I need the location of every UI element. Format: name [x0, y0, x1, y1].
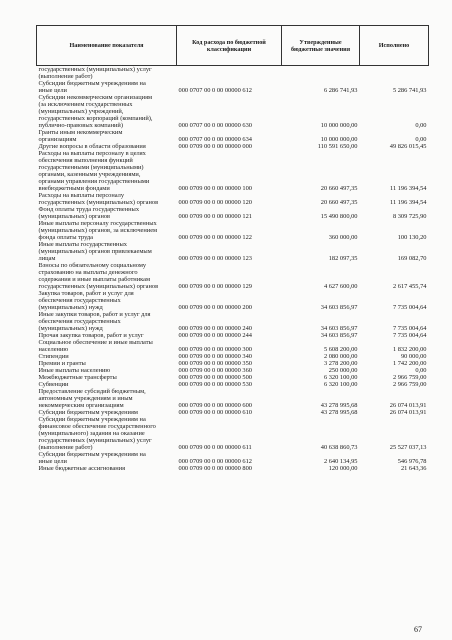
- row-name: государственных (муниципальных) услуг (выполнение работ): [38, 66, 152, 80]
- row-name: Иные выплаты персоналу государственных (муниципальных) органов, за исключением фонда оплаты труда: [38, 220, 158, 241]
- row-name: Прочая закупка товаров, работ и услуг: [38, 332, 144, 339]
- row-approved: 182 097,35: [328, 255, 358, 262]
- row-approved: 360 000,00: [328, 234, 358, 241]
- row-executed: 25 527 037,13: [389, 444, 427, 451]
- row-code: 000 0707 00 0 00 00000 612: [178, 87, 252, 94]
- row-code: 000 0709 00 0 00 00000 360: [178, 367, 252, 374]
- page-number: 67: [414, 625, 422, 634]
- table-body: [37, 66, 429, 473]
- row-executed: 21 643,36: [400, 465, 427, 472]
- table-row: [37, 332, 429, 339]
- row-approved: 34 603 856,97: [320, 325, 358, 332]
- row-name: Субсидии бюджетным учреждениям на иные цели: [38, 80, 146, 94]
- row-code: 000 0707 00 0 00 00000 634: [178, 136, 252, 143]
- row-approved: 3 278 200,00: [323, 360, 358, 367]
- row-executed: 49 826 015,45: [389, 143, 427, 150]
- row-code: 000 0709 00 0 00 00000 121: [178, 213, 252, 220]
- table-row: [37, 311, 429, 332]
- row-name: Премии и гранты: [38, 360, 86, 367]
- row-approved: [282, 66, 360, 81]
- row-executed: 11 196 394,54: [389, 185, 427, 192]
- row-approved: 6 320 100,00: [323, 374, 358, 381]
- row-approved: 15 490 800,00: [320, 213, 358, 220]
- row-approved: 40 638 860,73: [320, 444, 358, 451]
- row-approved: 4 627 600,00: [323, 283, 358, 290]
- table-row: [37, 66, 429, 81]
- row-name: Стипендии: [38, 353, 69, 360]
- row-name: Межбюджетные трансферты: [38, 374, 117, 381]
- row-executed: [360, 66, 429, 81]
- row-name: Предоставление субсидий бюджетным, автономным учреждениям и иным некоммерческим организациям: [38, 388, 146, 409]
- row-executed: 0,00: [415, 136, 427, 143]
- table-row: [37, 367, 429, 374]
- row-name: Субсидии бюджетным учреждениям на иные цели: [38, 451, 146, 465]
- table-row: [37, 94, 429, 129]
- row-code: 000 0709 00 0 00 00000 129: [178, 283, 252, 290]
- row-executed: 8 309 725,90: [392, 213, 427, 220]
- header-executed: Исполнено: [360, 26, 429, 66]
- table-row: [37, 206, 429, 220]
- row-approved: 34 603 856,97: [320, 304, 358, 311]
- row-code: 000 0709 00 0 00 00000 244: [178, 332, 252, 339]
- row-approved: 2 080 000,00: [323, 353, 358, 360]
- table-row: [37, 241, 429, 262]
- table-row: [37, 80, 429, 94]
- table-row: [37, 290, 429, 311]
- row-code: 000 0709 00 0 00 00000 200: [178, 304, 252, 311]
- row-code: [177, 66, 282, 81]
- row-name: Взносы по обязательному социальному страхованию на выплаты денежного содержания и иные выплаты работникам государственных (муниципальных) органов: [38, 262, 159, 290]
- row-code: 000 0709 00 0 00 00000 123: [178, 255, 252, 262]
- row-name: Иные выплаты населению: [38, 367, 111, 374]
- row-code: 000 0709 00 0 00 00000 800: [178, 465, 252, 472]
- row-name: Другие вопросы в области образования: [38, 143, 146, 150]
- table-row: [37, 353, 429, 360]
- table-row: [37, 388, 429, 409]
- budget-report-page: [36, 25, 428, 472]
- table-row: [37, 262, 429, 290]
- row-executed: 26 074 013,91: [389, 402, 427, 409]
- row-name: Иные закупки товаров, работ и услуг для обеспечения государственных (муниципальных) нужд: [38, 311, 151, 332]
- row-code: 000 0709 00 0 00 00000 000: [178, 143, 252, 150]
- row-approved: 34 603 856,97: [320, 332, 358, 339]
- row-executed: 546 976,78: [397, 458, 427, 465]
- header-name: Наименование показателя: [37, 26, 177, 66]
- row-name: Субсидии бюджетным учреждениям на финансовое обеспечение государственного (муниципального) задания на оказание государственных (муниципальных) услуг (выполнение работ): [38, 416, 156, 451]
- table-row: [37, 339, 429, 353]
- row-executed: 0,00: [415, 122, 427, 129]
- row-executed: 0,00: [415, 367, 427, 374]
- row-executed: 26 074 013,91: [389, 409, 427, 416]
- row-name: Субсидии бюджетным учреждениям: [38, 409, 138, 416]
- row-code: 000 0709 00 0 00 00000 300: [178, 346, 252, 353]
- row-name: Субвенции: [38, 381, 69, 388]
- row-name: Иные выплаты государственных (муниципальных) органов привлекаемым лицам: [38, 241, 152, 262]
- row-executed: 2 966 759,00: [392, 374, 427, 381]
- row-code: 000 0709 00 0 00 00000 612: [178, 458, 252, 465]
- row-executed: 2 617 455,74: [392, 283, 427, 290]
- table-row: [37, 150, 429, 192]
- row-name: Закупка товаров, работ и услуг для обеспечения государственных (муниципальных) нужд: [38, 290, 134, 311]
- row-code: 000 0709 00 0 00 00000 611: [178, 444, 252, 451]
- row-approved: 10 000 000,00: [320, 136, 358, 143]
- row-code: 000 0709 00 0 00 00000 610: [178, 409, 252, 416]
- table-row: [37, 416, 429, 451]
- row-executed: 2 966 759,00: [392, 381, 427, 388]
- row-name: Гранты иным некоммерческим организациям: [38, 129, 123, 143]
- row-executed: 1 832 200,00: [392, 346, 427, 353]
- row-approved: 43 278 995,68: [320, 402, 358, 409]
- row-executed: 90 000,00: [400, 353, 427, 360]
- row-code: 000 0709 00 0 00 00000 340: [178, 353, 252, 360]
- row-approved: 20 660 497,35: [320, 199, 358, 206]
- row-approved: 5 608 200,00: [323, 346, 358, 353]
- table-row: [37, 143, 429, 150]
- row-name: Расходы на выплаты персоналу в целях обеспечения выполнения функций государственными (муниципальными) органами, казенными учреждениями, органами управления государственными внебюджетными фондами: [38, 150, 150, 192]
- row-name: Фонд оплаты труда государственных (муниципальных) органов: [38, 206, 140, 220]
- row-approved: 110 591 650,00: [317, 143, 358, 150]
- header-approved: Утвержденные бюджетные значения: [282, 26, 360, 66]
- row-code: 000 0709 00 0 00 00000 600: [178, 402, 252, 409]
- row-executed: 7 735 004,64: [392, 332, 427, 339]
- row-approved: 43 278 995,68: [320, 409, 358, 416]
- row-approved: 2 640 134,95: [323, 458, 358, 465]
- table-row: [37, 409, 429, 416]
- table-row: [37, 192, 429, 206]
- row-executed: 5 286 741,93: [392, 87, 427, 94]
- row-executed: 100 130,20: [397, 234, 427, 241]
- row-name: Иные бюджетные ассигнования: [38, 465, 126, 472]
- table-row: [37, 360, 429, 367]
- table-row: [37, 129, 429, 143]
- row-code: 000 0709 00 0 00 00000 122: [178, 234, 252, 241]
- row-executed: 169 082,70: [397, 255, 427, 262]
- table-row: [37, 381, 429, 388]
- row-code: 000 0709 00 0 00 00000 120: [178, 199, 252, 206]
- row-name: Субсидии некоммерческим организациям (за исключением государственных (муниципальных) учреждений, государственных корпораций (компаний), публично-правовых компаний): [38, 94, 153, 129]
- row-approved: 250 000,00: [328, 367, 358, 374]
- table-row: [37, 374, 429, 381]
- row-executed: 11 196 394,54: [389, 199, 427, 206]
- budget-table: [36, 25, 429, 472]
- row-executed: 7 735 004,64: [392, 325, 427, 332]
- row-executed: 7 735 004,64: [392, 304, 427, 311]
- row-code: 000 0707 00 0 00 00000 630: [178, 122, 252, 129]
- table-header-row: [37, 26, 429, 66]
- row-code: 000 0709 00 0 00 00000 100: [178, 185, 252, 192]
- row-approved: 6 286 741,93: [323, 87, 358, 94]
- header-code: Код расхода по бюджетной классификации: [177, 26, 282, 66]
- row-name: Социальное обеспечение и иные выплаты населению: [38, 339, 153, 353]
- row-approved: 120 000,00: [328, 465, 358, 472]
- table-row: [37, 220, 429, 241]
- row-name: Расходы на выплаты персоналу государственных (муниципальных) органов: [38, 192, 159, 206]
- row-executed: 1 742 200,00: [392, 360, 427, 367]
- row-code: 000 0709 00 0 00 00000 350: [178, 360, 252, 367]
- table-row: [37, 451, 429, 465]
- row-code: 000 0709 00 0 00 00000 240: [178, 325, 252, 332]
- row-approved: 20 660 497,35: [320, 185, 358, 192]
- row-code: 000 0709 00 0 00 00000 530: [178, 381, 252, 388]
- table-row: [37, 465, 429, 472]
- row-approved: 6 320 100,00: [323, 381, 358, 388]
- row-code: 000 0709 00 0 00 00000 500: [178, 374, 252, 381]
- row-approved: 10 000 000,00: [320, 122, 358, 129]
